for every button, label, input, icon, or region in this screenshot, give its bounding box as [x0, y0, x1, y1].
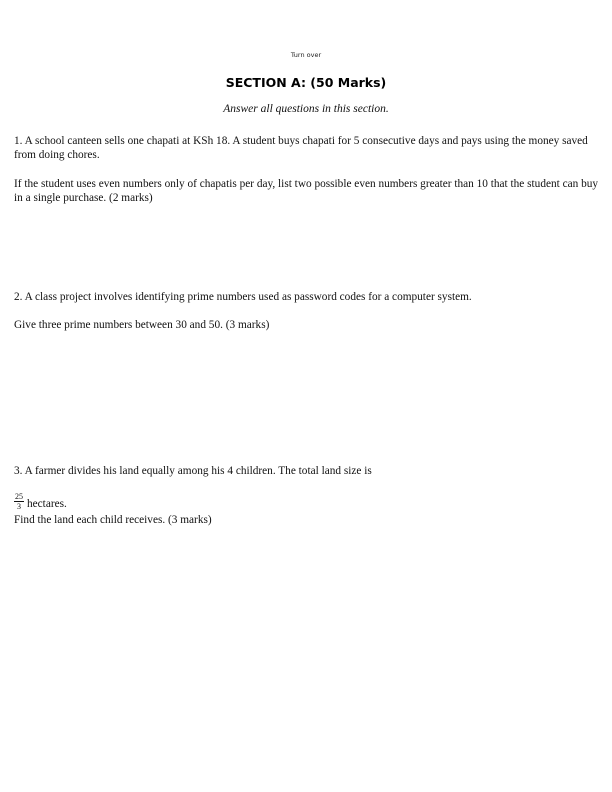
question-1-stem: 1. A school canteen sells one chapati at KSh 18. A student buys chapati for 5 consecutive days and pays using the money saved from doing chores.	[14, 135, 588, 161]
question-2-task: Give three prime numbers between 30 and 50. (3 marks)	[14, 319, 270, 331]
land-fraction	[14, 492, 24, 511]
question-1-task: If the student uses even numbers only of chapatis per day, list two possible even numbers greater than 10 that the student can buy in a single purchase. (2 marks)	[14, 178, 599, 204]
section-instruction: Answer all questions in this section.	[223, 103, 389, 115]
turn-over-note: Turn over	[290, 51, 322, 59]
question-3-stem: 3. A farmer divides his land equally among his 4 children. The total land size is	[14, 465, 372, 477]
section-title: SECTION A: (50 Marks)	[225, 75, 387, 90]
question-3-task: Find the land each child receives. (3 marks)	[14, 514, 212, 526]
question-2-stem: 2. A class project involves identifying prime numbers used as password codes for a computer system.	[14, 291, 472, 303]
fraction-denominator: 3	[17, 502, 21, 511]
fraction-numerator: 25	[15, 492, 23, 501]
fraction-unit: hectares.	[27, 498, 67, 510]
